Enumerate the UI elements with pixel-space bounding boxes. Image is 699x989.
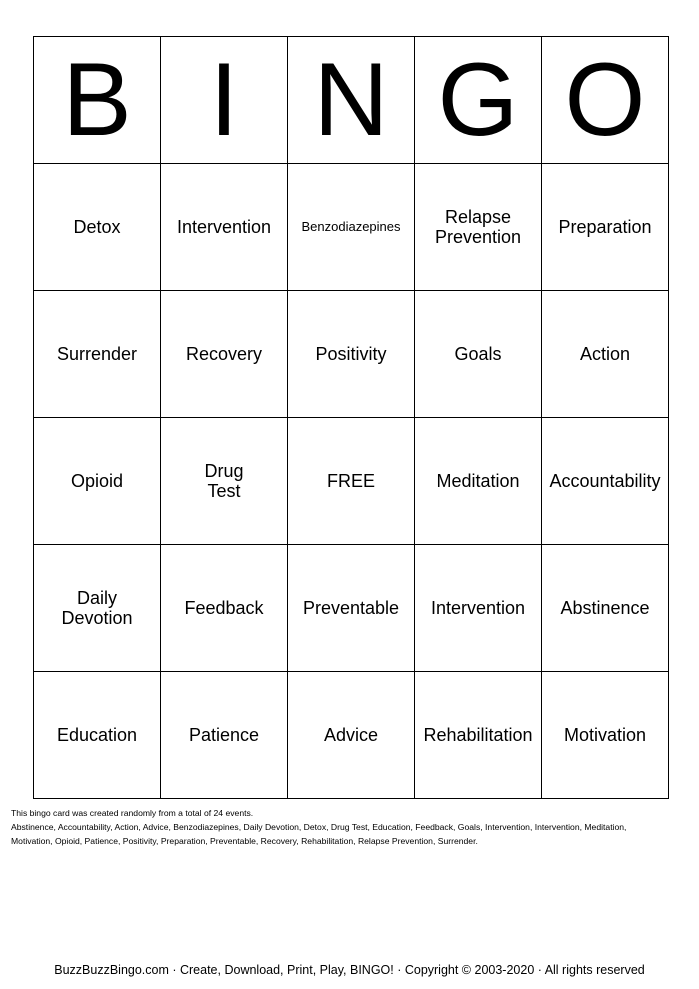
info-word-list: Abstinence, Accountability, Action, Advice, Benzodiazepines, Daily Devotion, Detox, Drug Test, Education, Feedback, Goals, Intervention, Intervention, Meditation, bbox=[11, 822, 627, 832]
bingo-cell bbox=[288, 672, 415, 799]
bingo-cell-text: FREE bbox=[326, 471, 375, 491]
bingo-cell-text: Advice bbox=[323, 725, 379, 745]
bingo-cell bbox=[288, 291, 415, 418]
card-info bbox=[11, 806, 691, 848]
bingo-row bbox=[34, 164, 669, 291]
bingo-cell-text: Action bbox=[579, 344, 631, 364]
bingo-cell bbox=[542, 672, 669, 799]
bingo-cell-text: Intervention bbox=[176, 217, 272, 237]
bingo-cell-text: Goals bbox=[454, 344, 502, 364]
bingo-row bbox=[34, 545, 669, 672]
bingo-header-letter: O bbox=[542, 37, 669, 164]
bingo-cell bbox=[415, 291, 542, 418]
bingo-cell bbox=[542, 418, 669, 545]
bingo-row bbox=[34, 418, 669, 545]
bingo-cell-text: Surrender bbox=[56, 344, 138, 364]
bingo-header-letter: I bbox=[161, 37, 288, 164]
bingo-cell bbox=[34, 545, 161, 672]
bingo-cell-text: Feedback bbox=[184, 598, 264, 618]
bingo-cell-text: Intervention bbox=[430, 598, 526, 618]
bingo-cell bbox=[415, 164, 542, 291]
bingo-cell bbox=[34, 418, 161, 545]
footer-copyright: BuzzBuzzBingo.com · Create, Download, Print, Play, BINGO! · Copyright © 2003-2020 · All rights reserved bbox=[54, 963, 645, 977]
bingo-header-letter: B bbox=[34, 37, 161, 164]
bingo-cell-text: Detox bbox=[73, 217, 121, 237]
bingo-cell-text: Preparation bbox=[558, 217, 652, 237]
bingo-cell bbox=[161, 545, 288, 672]
bingo-cell-text: Abstinence bbox=[560, 598, 650, 618]
bingo-cell-text: Preventable bbox=[302, 598, 400, 618]
bingo-cell-text: Opioid bbox=[70, 471, 124, 491]
bingo-cell-text: Positivity bbox=[315, 344, 387, 364]
bingo-cell bbox=[288, 164, 415, 291]
bingo-cell-text: Motivation bbox=[563, 725, 647, 745]
bingo-cell-text: Benzodiazepines bbox=[301, 219, 401, 234]
info-word-list-continued: Motivation, Opioid, Patience, Positivity, Preparation, Preventable, Recovery, Rehabilitation, Relapse Prevention, Surrender. bbox=[11, 836, 478, 846]
bingo-card bbox=[33, 36, 669, 799]
bingo-cell bbox=[34, 164, 161, 291]
bingo-cell bbox=[34, 672, 161, 799]
bingo-cell-text: Daily Devotion bbox=[61, 588, 133, 628]
bingo-cell bbox=[415, 672, 542, 799]
bingo-cell-text: Rehabilitation bbox=[423, 725, 533, 745]
bingo-cell bbox=[415, 418, 542, 545]
info-summary: This bingo card was created randomly from a total of 24 events. bbox=[11, 808, 254, 818]
bingo-header-letter: G bbox=[415, 37, 542, 164]
bingo-cell-text: Meditation bbox=[436, 471, 520, 491]
bingo-cell-text: Accountability bbox=[549, 471, 661, 491]
bingo-cell-text: Patience bbox=[188, 725, 260, 745]
bingo-header-letter: N bbox=[288, 37, 415, 164]
bingo-cell bbox=[415, 545, 542, 672]
bingo-row bbox=[34, 291, 669, 418]
bingo-cell bbox=[288, 545, 415, 672]
bingo-cell bbox=[34, 291, 161, 418]
bingo-cell bbox=[542, 545, 669, 672]
bingo-row bbox=[34, 672, 669, 799]
bingo-cell bbox=[542, 164, 669, 291]
bingo-cell bbox=[161, 291, 288, 418]
bingo-cell bbox=[542, 291, 669, 418]
bingo-header-row bbox=[34, 37, 669, 164]
bingo-cell-text: Drug Test bbox=[204, 461, 244, 501]
bingo-cell-text: Recovery bbox=[185, 344, 263, 364]
bingo-cell bbox=[161, 672, 288, 799]
bingo-cell bbox=[161, 418, 288, 545]
bingo-cell bbox=[161, 164, 288, 291]
bingo-cell-text: Education bbox=[56, 725, 138, 745]
bingo-free-cell bbox=[288, 418, 415, 545]
bingo-cell-text: Relapse Prevention bbox=[434, 207, 522, 247]
